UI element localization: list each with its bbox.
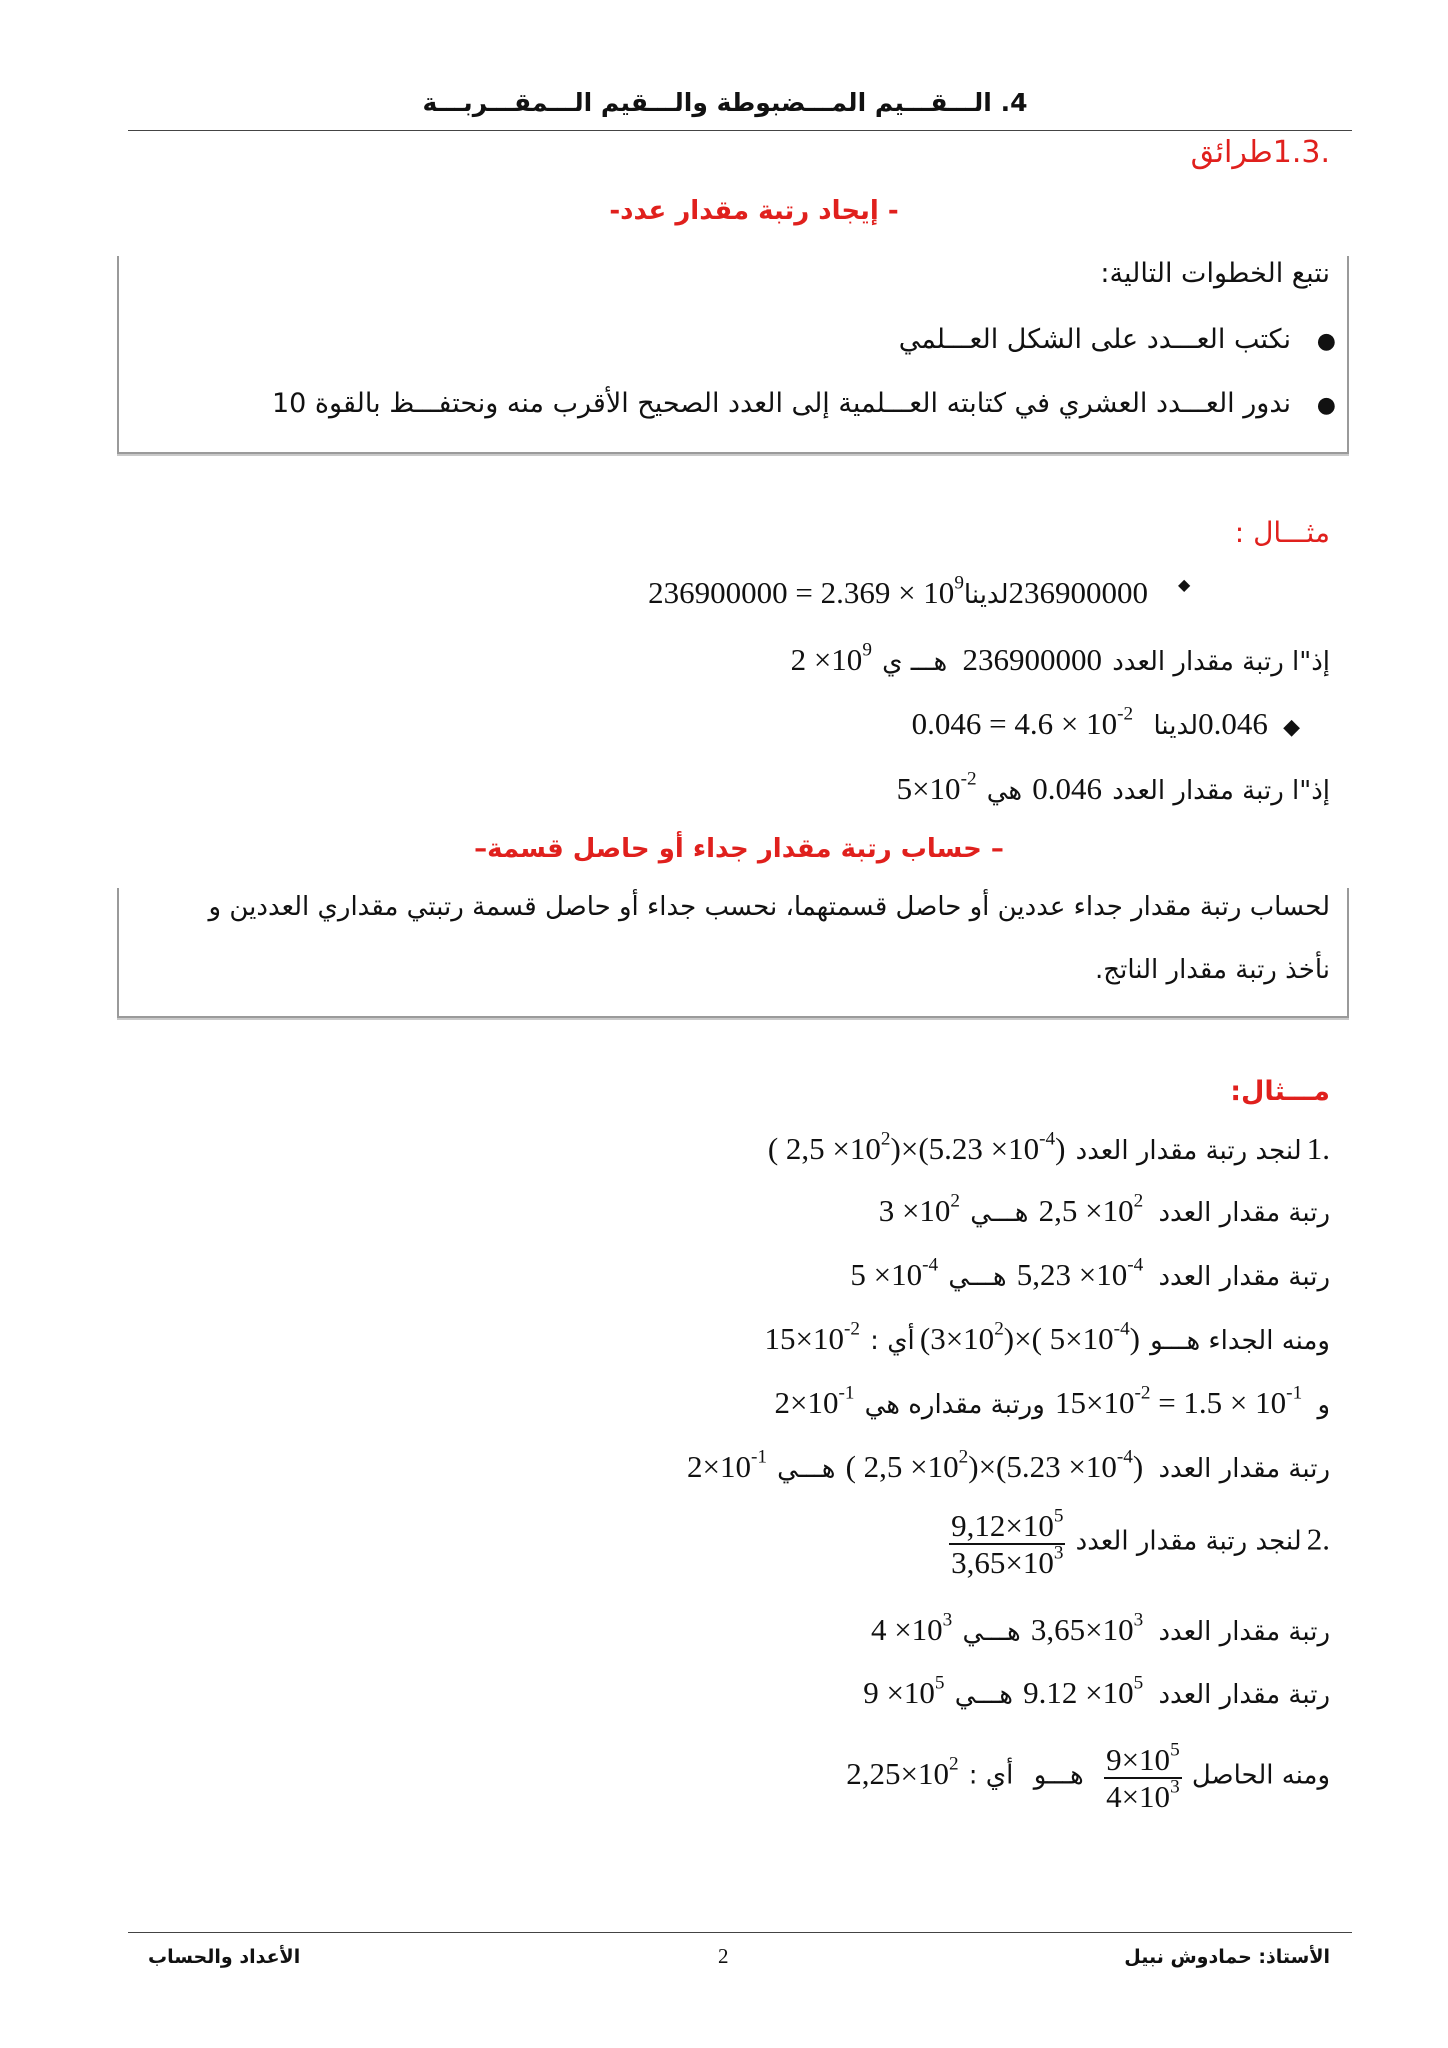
row-result: $5 \times 10^{-4}$	[850, 1254, 939, 1292]
ex2-result: $5\times 10^{-2}$	[896, 768, 977, 806]
ex1-number: 236900000	[962, 642, 1103, 677]
row-result: $2\times 10^{-1}$	[774, 1382, 855, 1420]
row-result: $2\times 10^{-1}$	[687, 1446, 767, 1484]
row-label: رتبة مقدار العدد	[1158, 1680, 1330, 1710]
example-2-row	[878, 1190, 1330, 1229]
row-number: $2,5 \times 10^2$	[1038, 1190, 1144, 1228]
example-1-line-3	[911, 703, 1300, 742]
row-is: هـــي	[948, 1262, 1007, 1292]
row-label: رتبة مقدار العدد	[1158, 1198, 1330, 1228]
example-2-label: مـــثال:	[1230, 1076, 1330, 1107]
example-2-row	[870, 1609, 1330, 1648]
diamond-bullet-icon: ◆	[1178, 575, 1191, 594]
example-2-item-1	[767, 1128, 1330, 1167]
item-text: لنجد رتبة مقدار العدد	[1075, 1136, 1302, 1166]
step-item	[272, 388, 1336, 419]
row-ie: أي :	[870, 1326, 915, 1356]
subtitle-product-quotient: – حساب رتبة مقدار جداء أو حاصل قسمة–	[474, 834, 1004, 864]
footer-subject: الأعداد والحساب	[148, 1946, 301, 1968]
row-result: $3 \times 10^2$	[878, 1190, 961, 1228]
row-result: $2,25\times 10^2$	[846, 1753, 959, 1791]
footer-teacher: الأستاذ: حمادوش نبيل	[1124, 1946, 1330, 1968]
item-number: 1.	[1306, 1131, 1330, 1166]
item-expression: ( $2,5 \times 10^2)\times(5.23 \times 10^{-4})$	[767, 1128, 1066, 1166]
ex1-result: $2 \times 10^9$	[790, 639, 872, 677]
row-label: ورتبة مقداره هي	[864, 1390, 1045, 1420]
ex2-number: 0.046	[1198, 706, 1268, 741]
row-is: هـــي	[970, 1198, 1029, 1228]
row-result: $15\times 10^{-2}$	[764, 1318, 860, 1356]
item-text: لنجد رتبة مقدار العدد	[1075, 1526, 1302, 1557]
row-result: $4 \times 10^3$	[870, 1609, 953, 1647]
example-2-product-row	[764, 1318, 1330, 1357]
bullet-icon: ●	[1316, 393, 1336, 418]
example-2-final-row	[687, 1446, 1330, 1485]
ex1-number: 236900000	[1008, 575, 1148, 610]
header-divider	[128, 130, 1352, 131]
example-1-line-2	[790, 639, 1330, 678]
example-2-quotient-row	[846, 1739, 1330, 1814]
steps-intro: نتبع الخطوات التالية:	[1100, 258, 1330, 289]
row-number: $9.12 \times 10^5$	[1023, 1672, 1144, 1710]
rule-line-1: لحساب رتبة مقدار جداء عددين أو حاصل قسمتهما، نحسب جداء أو حاصل قسمة رتبتي مقداري العددين و	[208, 892, 1330, 922]
footer-divider	[128, 1932, 1352, 1933]
row-result: $9 \times 10^5$	[863, 1672, 945, 1710]
row-label: رتبة مقدار العدد	[1158, 1617, 1330, 1647]
example-2-scientific-row	[774, 1382, 1330, 1421]
ex2-equation: $0.046 = 4.6 \times 10^{-2}$	[911, 703, 1134, 741]
example-1-line-4	[896, 768, 1330, 807]
row-number: $5,23 \times 10^{-4}$	[1016, 1254, 1144, 1292]
page-number: 2	[718, 1944, 729, 1968]
quotient-fraction: $\frac{9,12\times 10^5}{3,65\times 10^3}$	[951, 1505, 1064, 1580]
product-expression: $(3\times 10^2)\times$( $5\times 10^{-4}$)	[919, 1318, 1140, 1356]
row-is: هـــي	[954, 1680, 1013, 1710]
ex2-number: 0.046	[1032, 771, 1103, 806]
section-number: 1.3.	[1272, 135, 1330, 170]
ex1-have-label: لدينا	[963, 580, 1009, 610]
row-is: هـــي	[962, 1617, 1021, 1647]
ex1-label: إذ"ا رتبة مقدار العدد	[1112, 647, 1330, 677]
ex2-label: إذ"ا رتبة مقدار العدد	[1112, 776, 1330, 806]
ex1-equation: $236900000 = 2.369 \times 10^9$	[648, 572, 964, 610]
quotient-result-fraction: $\frac{9\times 10^5}{4\times 10^3}$	[1106, 1739, 1180, 1814]
step-item	[899, 324, 1336, 355]
example-2-item-2	[949, 1505, 1330, 1580]
row-label: ومنه الحاصل	[1191, 1760, 1330, 1791]
section-heading	[1191, 135, 1330, 170]
row-label: رتبة مقدار العدد	[1158, 1454, 1330, 1484]
page-header-title: 4. الـــقـــيم المـــضبوطة والـــقيم الـــمقـــربـــة	[422, 88, 1028, 117]
step-text: ندور العـــدد العشري في كتابته العـــلمية إلى العدد الصحيح الأقرب منه ونحتفـــظ بالقوة 10	[271, 388, 1292, 419]
example-2-row	[850, 1254, 1330, 1293]
diamond-bullet-icon: ◆	[1283, 715, 1300, 740]
section-title: طرائق	[1190, 135, 1273, 170]
ex2-have-label: لدينا	[1153, 711, 1199, 741]
example-1-line-1	[648, 572, 1148, 611]
ex2-is-label: هي	[986, 776, 1023, 806]
example-1-label: مثـــال :	[1234, 516, 1330, 549]
step-text: نكتب العـــدد على الشكل العـــلمي	[898, 324, 1292, 355]
and-label: و	[1317, 1390, 1330, 1420]
bullet-icon: ●	[1316, 329, 1336, 354]
row-number: $3,65\times 10^3$	[1030, 1609, 1144, 1647]
rule-line-2: نأخذ رتبة مقدار الناتج.	[1095, 955, 1330, 985]
item-number: 2.	[1306, 1521, 1330, 1557]
row-is: هـــو	[1033, 1760, 1084, 1791]
ex1-is-label: هـــ ي	[882, 647, 948, 677]
row-label: رتبة مقدار العدد	[1158, 1262, 1330, 1292]
subtitle-order-of-magnitude: - إيجاد رتبة مقدار عدد-	[609, 196, 899, 226]
scientific-expression: $15\times 10^{-2} = 1.5 \times 10^{-1}$	[1054, 1382, 1303, 1420]
row-label: ومنه الجداء هـــو	[1150, 1326, 1330, 1356]
example-2-row	[863, 1672, 1330, 1711]
final-expression: ( $2,5 \times 10^2)\times(5.23 \times 10^{-4})$	[845, 1446, 1144, 1484]
row-ie: أي :	[968, 1760, 1014, 1791]
row-is: هـــي	[777, 1454, 836, 1484]
